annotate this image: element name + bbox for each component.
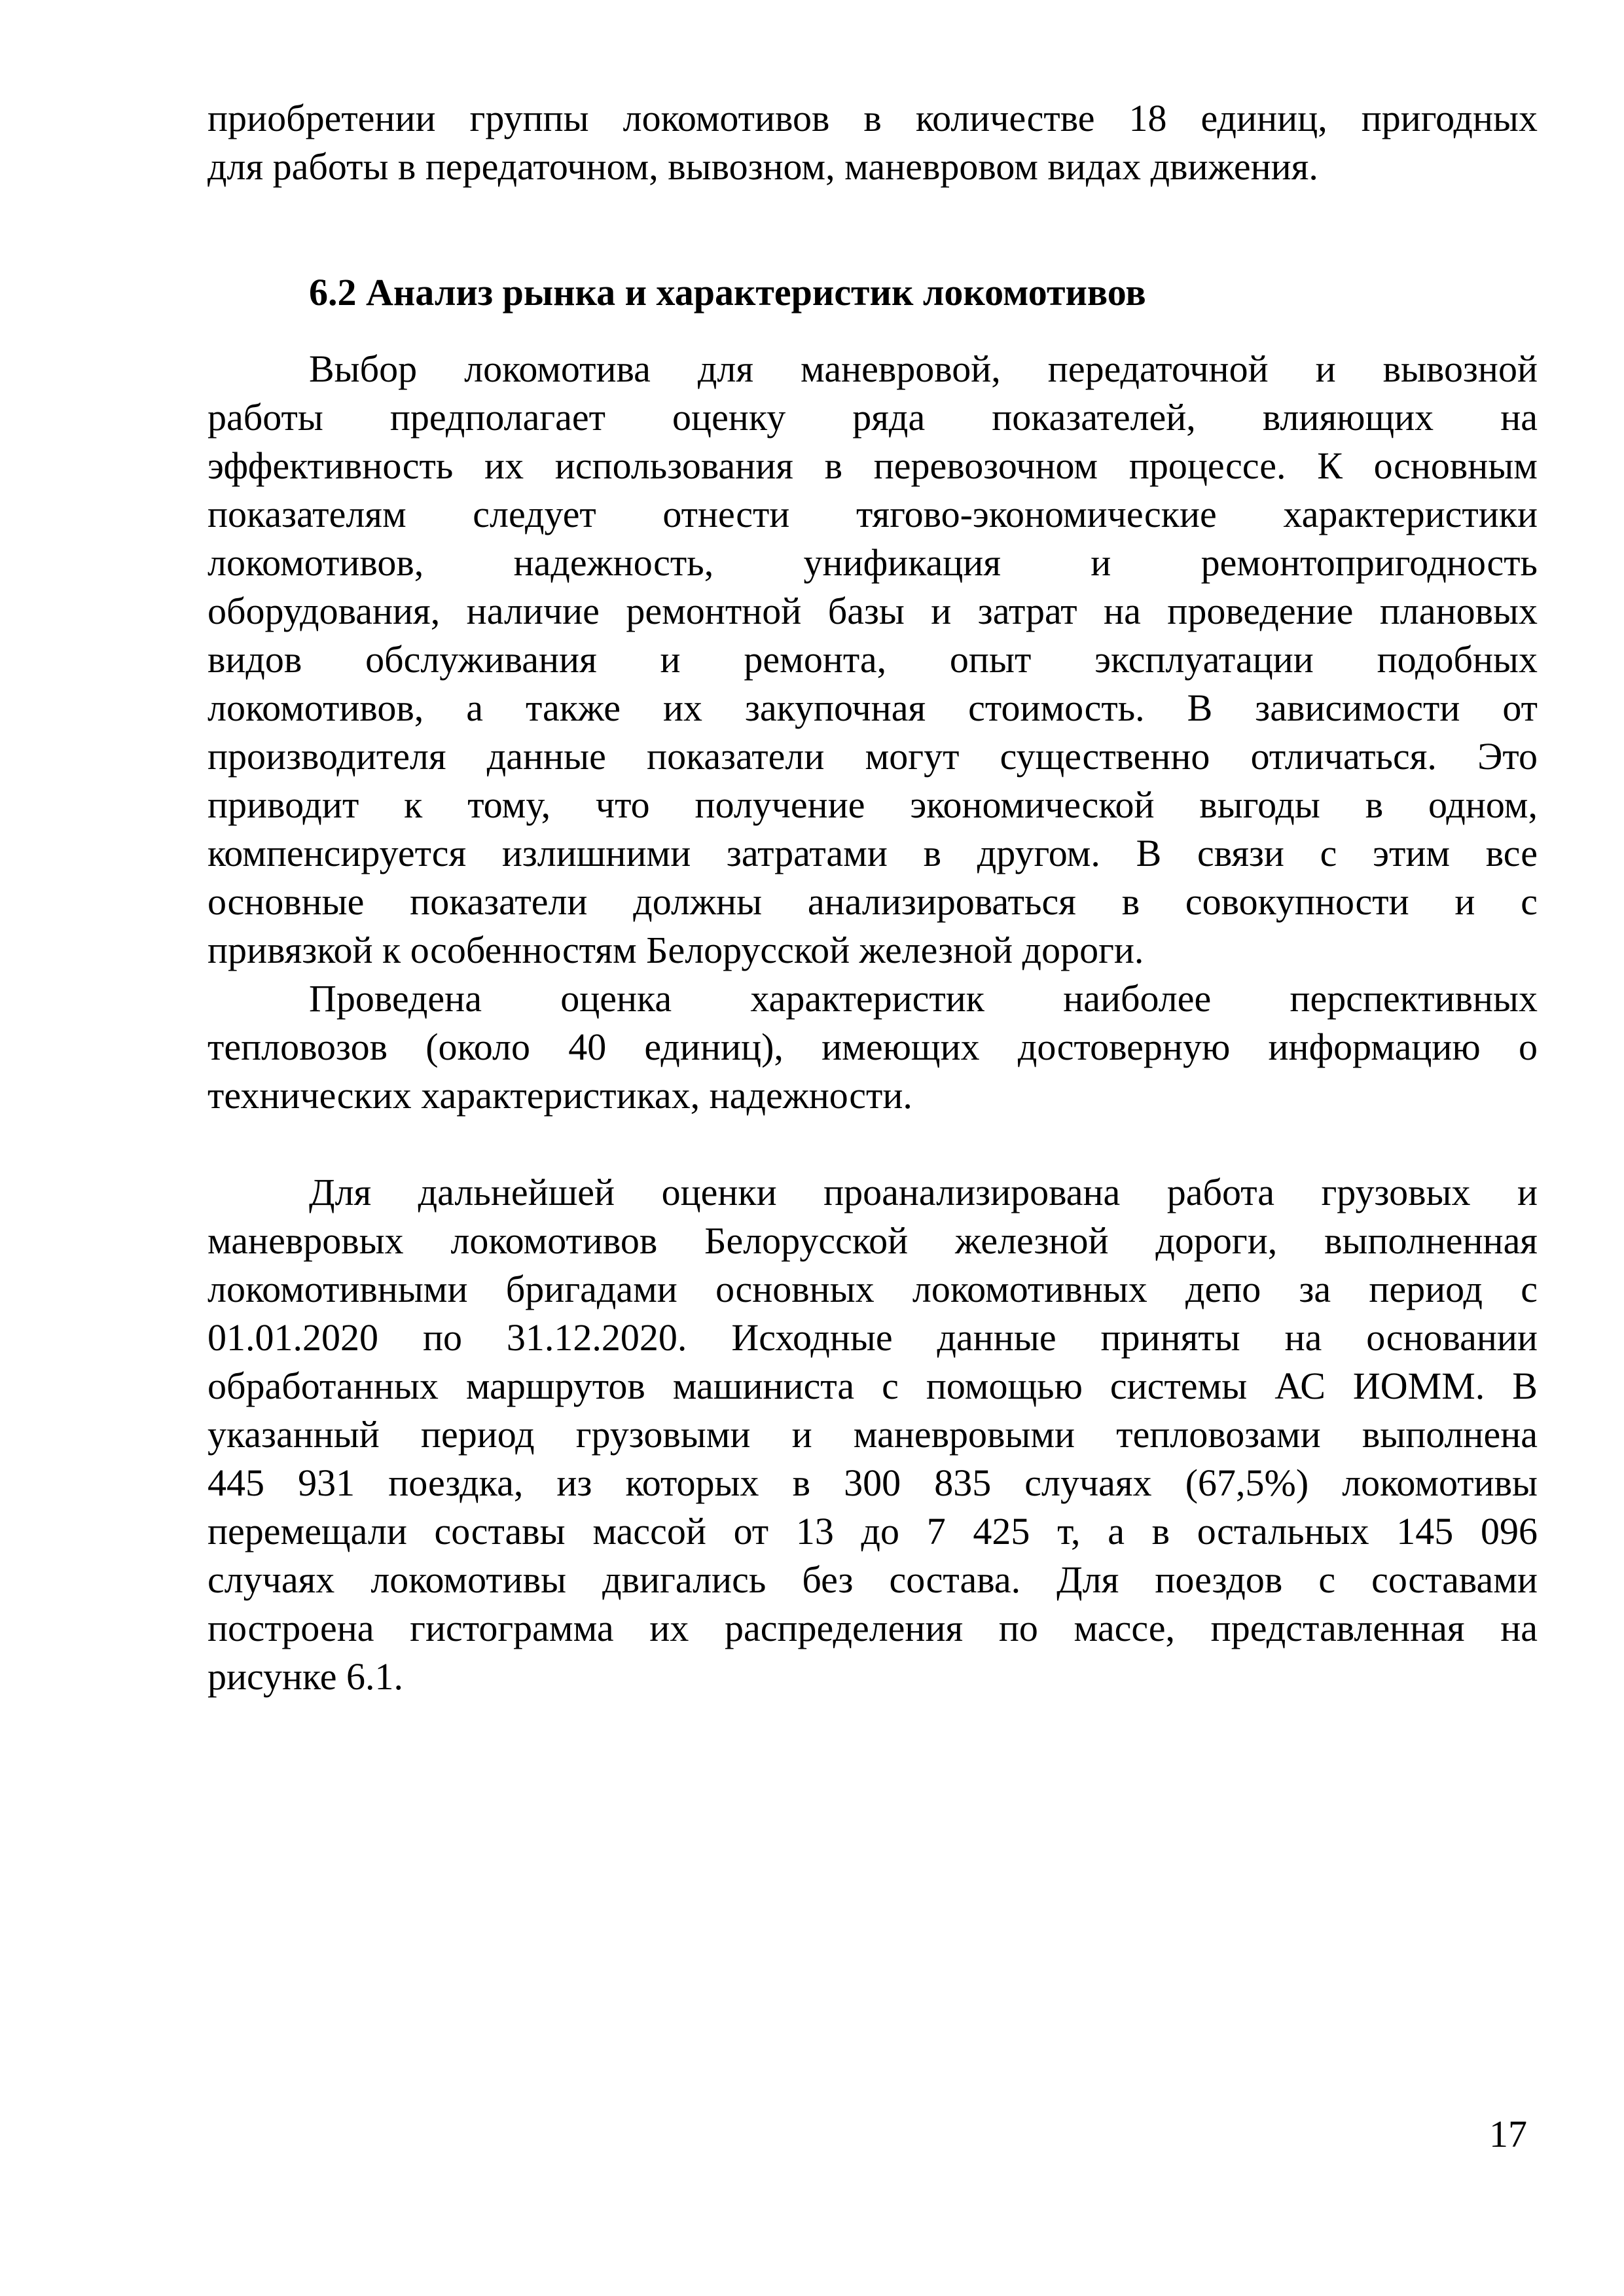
text-line: привязкой к особенностям Белорусской железной дороги. (208, 929, 1144, 971)
text-line: локомотивов, а также их закупочная стоимость. В зависимости от (208, 687, 1538, 729)
text-line: случаях локомотивы двигались без состава. Для поездов с составами (208, 1558, 1538, 1601)
text-line: для работы в передаточном, вывозном, маневровом видах движения. (208, 145, 1318, 188)
text-line: обработанных маршрутов машиниста с помощью системы АС ИОММ. В (208, 1365, 1538, 1407)
text-line: компенсируется излишними затратами в другом. В связи с этим все (208, 832, 1538, 874)
text-line: 445 931 поездка, из которых в 300 835 случаях (67,5%) локомотивы (208, 1462, 1538, 1504)
text-line: 01.01.2020 по 31.12.2020. Исходные данные приняты на основании (208, 1316, 1538, 1359)
text-line: эффективность их использования в перевозочном процессе. К основным (208, 444, 1538, 487)
intro-continuation-paragraph (208, 94, 1538, 191)
text-line: основные показатели должны анализироваться в совокупности и с (208, 880, 1538, 923)
text-line: видов обслуживания и ремонта, опыт эксплуатации подобных (208, 638, 1538, 681)
text-line: показателям следует отнести тягово-экономические характеристики (208, 493, 1538, 535)
text-line: перемещали составы массой от 13 до 7 425 т, а в остальных 145 096 (208, 1510, 1538, 1552)
text-line: производителя данные показатели могут существенно отличаться. Это (208, 735, 1538, 778)
text-line: локомотивов, надежность, унификация и ремонтопригодность (208, 541, 1538, 584)
text-line: локомотивными бригадами основных локомотивных депо за период с (208, 1268, 1538, 1310)
text-line: указанный период грузовыми и маневровыми тепловозами выполнена (208, 1413, 1538, 1456)
text-line: Проведена оценка характеристик наиболее перспективных (309, 977, 1538, 1020)
text-line: приобретении группы локомотивов в количестве 18 единиц, пригодных (208, 97, 1538, 139)
text-line: приводит к тому, что получение экономической выгоды в одном, (208, 783, 1538, 826)
paragraph-locomotive-indicators (208, 345, 1538, 975)
text-line: рисунке 6.1. (208, 1655, 404, 1698)
text-line: оборудования, наличие ремонтной базы и затрат на проведение плановых (208, 590, 1538, 632)
text-line: Для дальнейшей оценки проанализирована работа грузовых и (309, 1171, 1538, 1213)
paragraph-diesel-assessment (208, 975, 1538, 1120)
paragraph-operation-analysis (208, 1168, 1538, 1701)
text-line: работы предполагает оценку ряда показателей, влияющих на (208, 396, 1538, 439)
heading-line: 6.2 Анализ рынка и характеристик локомотивов (309, 271, 1146, 314)
page-number: 17 (1489, 2113, 1527, 2155)
text-line: Выбор локомотива для маневровой, передаточной и вывозной (309, 348, 1538, 390)
text-line: технических характеристиках, надежности. (208, 1074, 912, 1117)
text-line: тепловозов (около 40 единиц), имеющих достоверную информацию о (208, 1026, 1538, 1068)
section-heading-6-2 (208, 268, 1538, 317)
text-line: построена гистограмма их распределения по массе, представленная на (208, 1607, 1538, 1649)
text-line: маневровых локомотивов Белорусской железной дороги, выполненная (208, 1219, 1538, 1262)
